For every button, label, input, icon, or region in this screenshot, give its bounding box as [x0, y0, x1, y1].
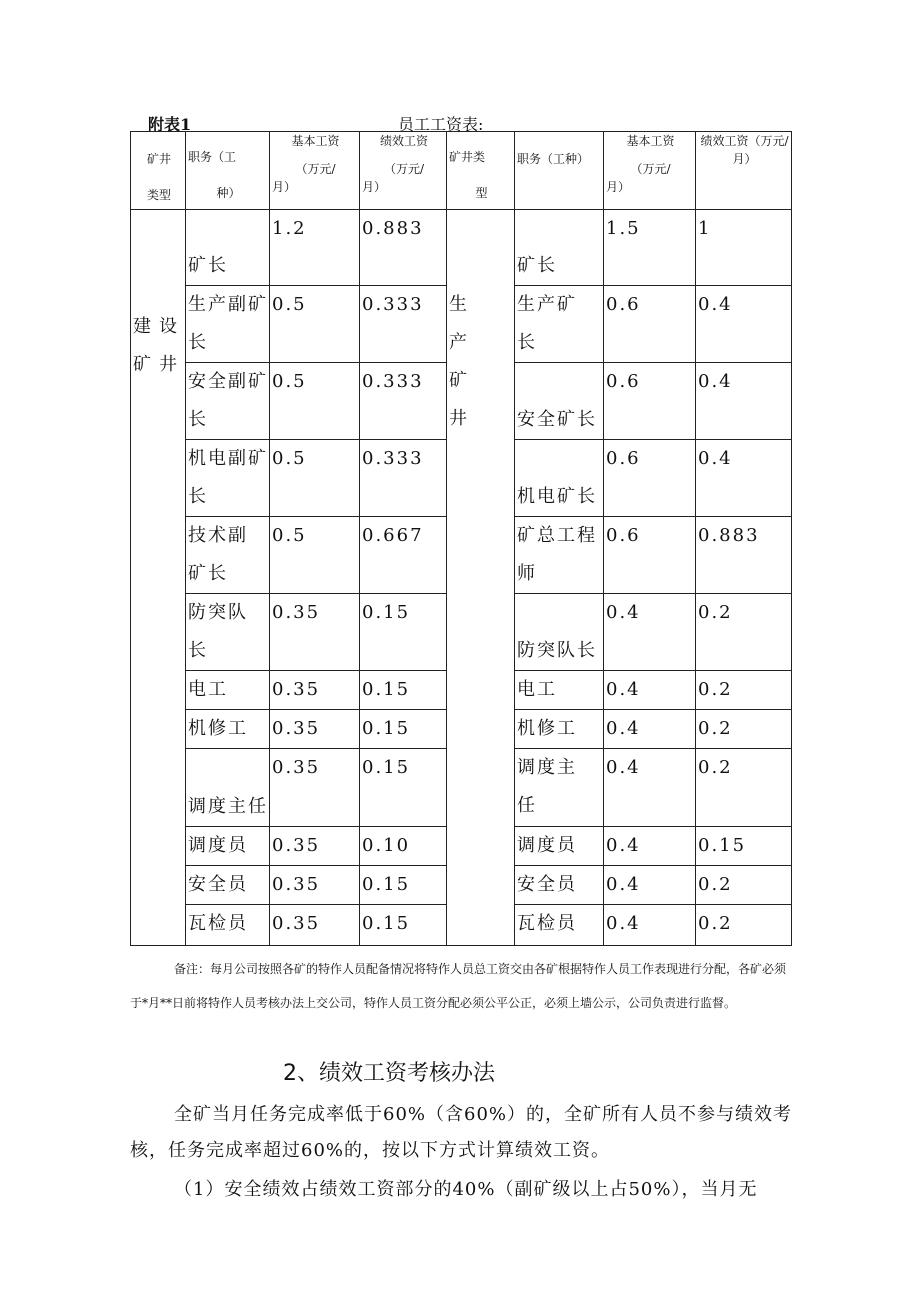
- perf-pay-right: 0.2: [696, 749, 792, 827]
- duty-right: 生产矿长: [515, 286, 604, 363]
- salary-table: [130, 131, 792, 946]
- duty-right: 防突队长: [515, 594, 604, 671]
- table-row: [131, 210, 792, 286]
- base-pay-right: 0.4: [604, 710, 696, 749]
- duty-right: 瓦检员: [515, 905, 604, 946]
- duty-left: 技术副矿长: [186, 517, 270, 594]
- mine-type-construction: 建设 矿井: [131, 210, 186, 946]
- duty-left: 调度主任: [186, 749, 270, 827]
- perf-pay-right: 0.4: [696, 440, 792, 517]
- perf-pay-left: 0.15: [360, 710, 447, 749]
- perf-pay-right: 0.2: [696, 866, 792, 905]
- base-pay-left: 0.5: [270, 363, 360, 440]
- base-pay-left: 0.35: [270, 827, 360, 866]
- perf-pay-right: 0.2: [696, 671, 792, 710]
- base-pay-right: 0.4: [604, 905, 696, 946]
- duty-left: 调度员: [186, 827, 270, 866]
- perf-pay-left: 0.883: [360, 210, 447, 286]
- perf-pay-left: 0.667: [360, 517, 447, 594]
- header-duty-right: 职务（工种）: [515, 132, 604, 210]
- duty-left: 瓦检员: [186, 905, 270, 946]
- perf-pay-left: 0.15: [360, 749, 447, 827]
- base-pay-left: 0.5: [270, 440, 360, 517]
- duty-right: 安全员: [515, 866, 604, 905]
- duty-right: 安全矿长: [515, 363, 604, 440]
- perf-pay-left: 0.15: [360, 671, 447, 710]
- base-pay-right: 0.6: [604, 286, 696, 363]
- header-perf-pay: 绩效工资 （万元/ 月）: [360, 132, 447, 210]
- perf-pay-right: 0.4: [696, 286, 792, 363]
- base-pay-left: 0.35: [270, 866, 360, 905]
- duty-right: 矿总工程师: [515, 517, 604, 594]
- base-pay-right: 1.5: [604, 210, 696, 286]
- base-pay-left: 0.35: [270, 671, 360, 710]
- base-pay-left: 0.35: [270, 905, 360, 946]
- header-perf-pay-right: 绩效工资（万元/月）: [696, 132, 792, 210]
- duty-right: 调度主任: [515, 749, 604, 827]
- table-title: 员工工资表:: [398, 115, 484, 134]
- mine-type-production: 生 产 矿 井: [447, 210, 515, 946]
- base-pay-left: 0.35: [270, 749, 360, 827]
- base-pay-right: 0.4: [604, 827, 696, 866]
- duty-right: 调度员: [515, 827, 604, 866]
- duty-left: 防突队长: [186, 594, 270, 671]
- perf-pay-left: 0.15: [360, 594, 447, 671]
- base-pay-right: 0.6: [604, 517, 696, 594]
- duty-right: 矿长: [515, 210, 604, 286]
- perf-pay-left: 0.15: [360, 866, 447, 905]
- base-pay-right: 0.4: [604, 749, 696, 827]
- perf-pay-left: 0.333: [360, 440, 447, 517]
- base-pay-right: 0.6: [604, 440, 696, 517]
- perf-pay-right: 0.2: [696, 905, 792, 946]
- base-pay-right: 0.4: [604, 866, 696, 905]
- base-pay-right: 0.6: [604, 363, 696, 440]
- base-pay-right: 0.4: [604, 671, 696, 710]
- header-base-pay-right: 基本工资 （万元/ 月）: [604, 132, 696, 210]
- duty-left: 机修工: [186, 710, 270, 749]
- base-pay-left: 0.35: [270, 710, 360, 749]
- base-pay-left: 0.5: [270, 286, 360, 363]
- body-paragraph: （1）安全绩效占绩效工资部分的40%（副矿级以上占50%），当月无: [174, 1179, 758, 1200]
- table-header-row: [131, 132, 792, 210]
- header-duty: 职务（工 种）: [186, 132, 270, 210]
- perf-pay-right: 1: [696, 210, 792, 286]
- duty-left: 安全员: [186, 866, 270, 905]
- perf-pay-left: 0.15: [360, 905, 447, 946]
- perf-pay-right: 0.883: [696, 517, 792, 594]
- duty-left: 电工: [186, 671, 270, 710]
- perf-pay-right: 0.4: [696, 363, 792, 440]
- perf-pay-right: 0.15: [696, 827, 792, 866]
- duty-right: 机电矿长: [515, 440, 604, 517]
- section-heading: 2、绩效工资考核办法: [283, 1061, 495, 1086]
- perf-pay-right: 0.2: [696, 710, 792, 749]
- header-base-pay: 基本工资 （万元/ 月）: [270, 132, 360, 210]
- perf-pay-left: 0.333: [360, 363, 447, 440]
- base-pay-right: 0.4: [604, 594, 696, 671]
- base-pay-left: 0.35: [270, 594, 360, 671]
- header-mine-type: 矿井 类型: [131, 132, 186, 210]
- duty-left: 安全副矿长: [186, 363, 270, 440]
- perf-pay-left: 0.333: [360, 286, 447, 363]
- duty-left: 矿长: [186, 210, 270, 286]
- body-paragraph: 全矿当月任务完成率低于60%（含60%）的，全矿所有人员不参与绩效考核，任务完成率超过60%的，按以下方式计算绩效工资。: [130, 1104, 793, 1161]
- duty-left: 生产副矿长: [186, 286, 270, 363]
- annex-label: 附表1: [148, 115, 192, 134]
- base-pay-left: 1.2: [270, 210, 360, 286]
- duty-left: 机电副矿长: [186, 440, 270, 517]
- duty-right: 机修工: [515, 710, 604, 749]
- perf-pay-left: 0.10: [360, 827, 447, 866]
- base-pay-left: 0.5: [270, 517, 360, 594]
- perf-pay-right: 0.2: [696, 594, 792, 671]
- table-note: 备注：每月公司按照各矿的特作人员配备情况将特作人员总工资交由各矿根据特作人员工作表现进行分配，各矿必须于*月**日前将特作人员考核办法上交公司，特作人员工资分配必须公平公正，必须上墙公示，公司负责进行监督。: [130, 962, 787, 1010]
- header-mine-type-right: 矿井类 型: [447, 132, 515, 210]
- duty-right: 电工: [515, 671, 604, 710]
